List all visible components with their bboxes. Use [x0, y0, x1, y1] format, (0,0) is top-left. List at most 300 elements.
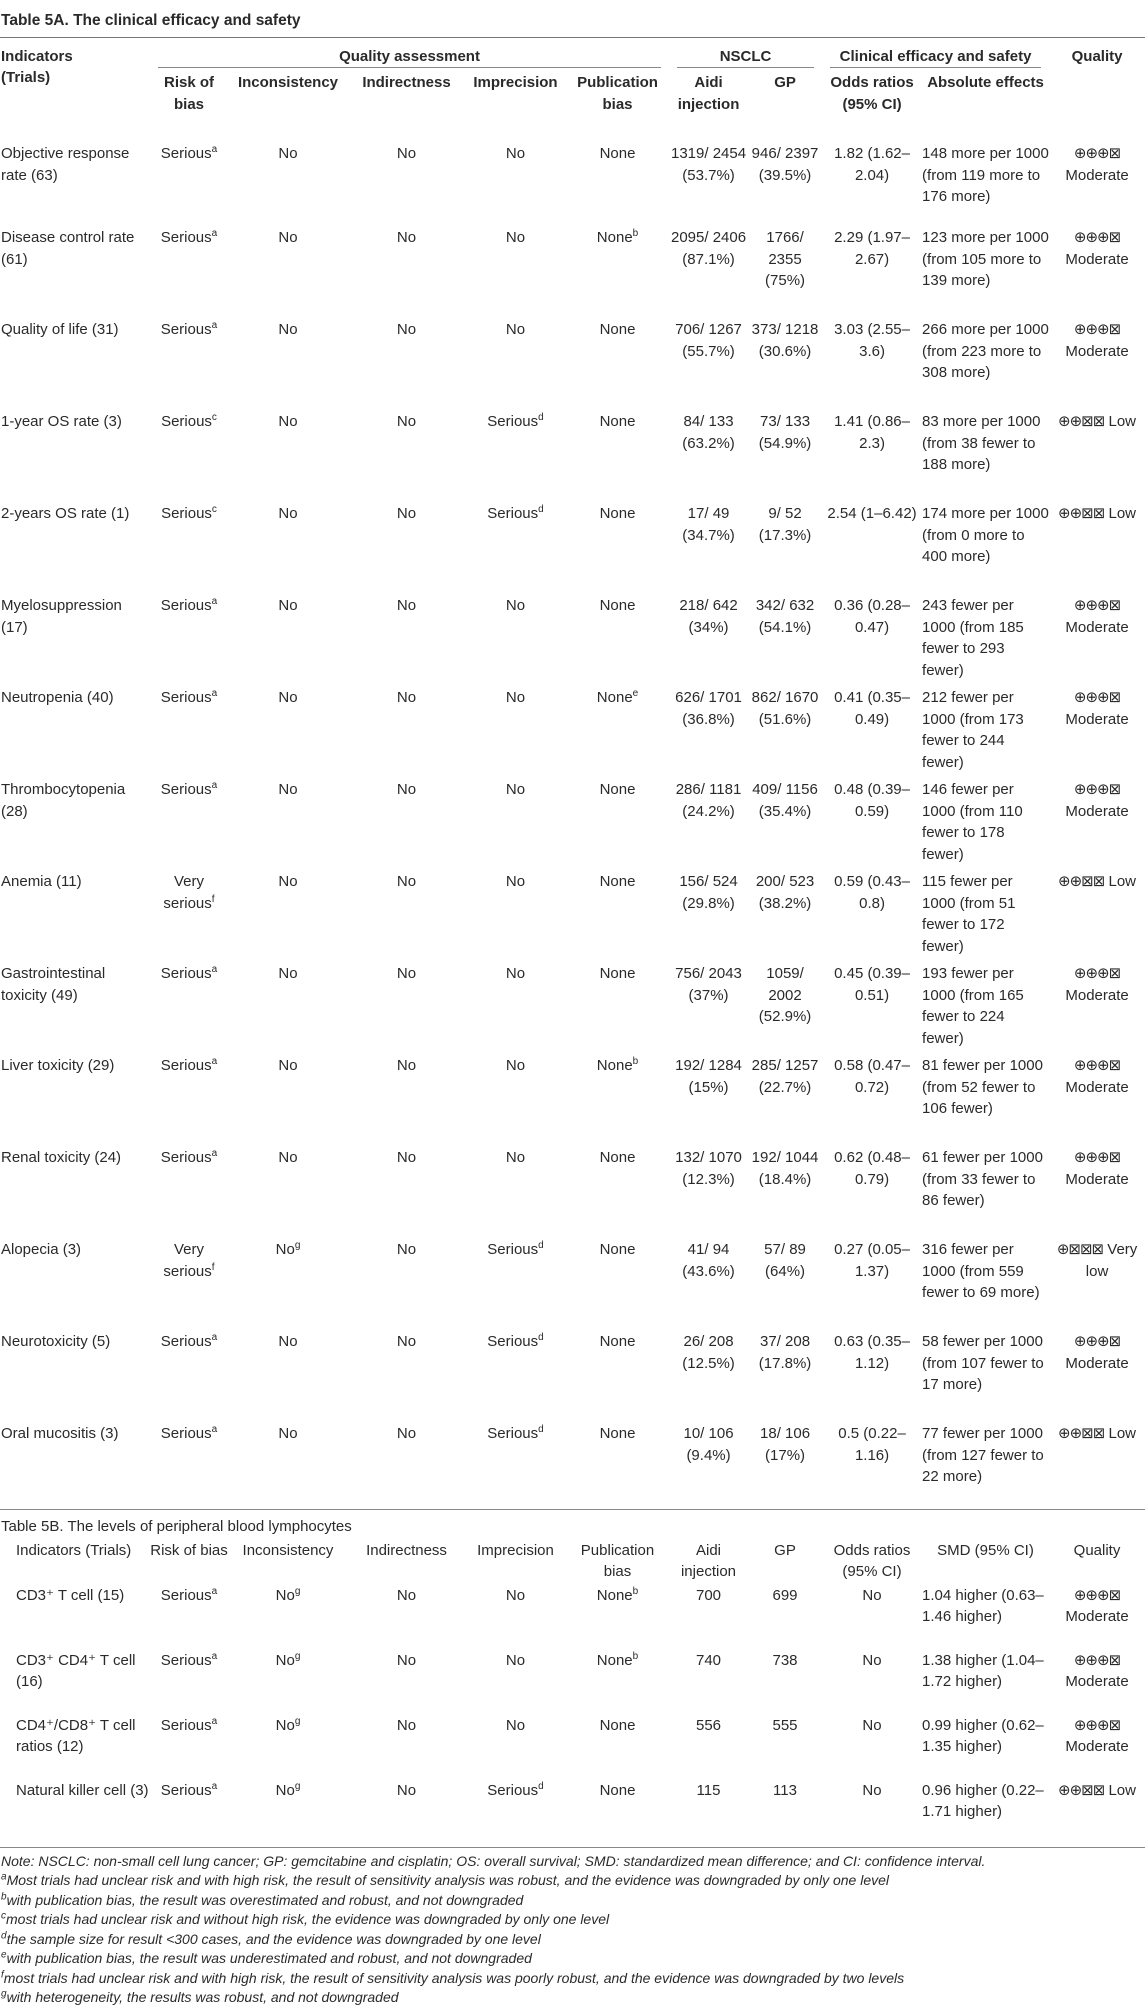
- quality-cell: [1049, 221, 1145, 313]
- inconsistency-cell: [228, 1417, 348, 1509]
- header-b-aidi-injection: Aidi injection: [680, 1541, 737, 1580]
- publication-bias-cell-footnote: b: [632, 1585, 639, 1597]
- gp-cell: 113: [773, 1781, 797, 1799]
- aidi-cell: 1319/ 2454 (53.7%): [670, 145, 747, 184]
- footnote-marker: g: [1, 1988, 7, 2000]
- absolute-effects-cell: 83 more per 1000 (from 38 fewer to 188 more): [922, 413, 1041, 473]
- publication-bias-cell: [566, 405, 669, 497]
- quality-cell: [1049, 405, 1145, 497]
- gp-cell: 699: [772, 1586, 798, 1604]
- inconsistency-cell-text: No: [278, 145, 298, 162]
- table-row: [0, 1049, 1145, 1141]
- aidi-cell: 218/ 642 (34%): [679, 597, 738, 636]
- odds-ratio-cell: No: [862, 1716, 882, 1734]
- risk-of-bias-cell: [150, 1650, 228, 1715]
- imprecision-cell-text: No: [505, 1149, 526, 1166]
- imprecision-cell-text: No: [505, 965, 526, 982]
- indicator-cell: Natural killer cell (3): [16, 1781, 149, 1799]
- imprecision-cell-text: Serious: [487, 1781, 539, 1799]
- risk-of-bias-cell-footnote: a: [211, 320, 218, 331]
- inconsistency-cell: [228, 1650, 348, 1715]
- imprecision-cell: [465, 313, 566, 405]
- publication-bias-cell-footnote: e: [632, 688, 639, 699]
- aidi-cell: 10/ 106 (9.4%): [683, 1425, 734, 1464]
- indicator-cell: 2-years OS rate (1): [1, 505, 130, 522]
- quality-label: Low: [1108, 873, 1137, 890]
- risk-of-bias-cell-text: Serious: [160, 1425, 212, 1442]
- risk-of-bias-cell-text: Serious: [160, 965, 212, 982]
- indirectness-cell: No: [396, 1716, 417, 1734]
- indirectness-cell: No: [396, 689, 417, 706]
- quality-label: Moderate: [1065, 802, 1129, 820]
- risk-of-bias-cell-footnote: a: [211, 1332, 218, 1343]
- quality-rating-icon: ⊕⊕⊕⊠: [1073, 689, 1121, 706]
- aidi-cell: 756/ 2043 (37%): [675, 965, 742, 1004]
- aidi-cell: 626/ 1701 (36.8%): [675, 689, 742, 728]
- header-quality: Quality: [1071, 47, 1123, 65]
- odds-ratio-cell: 2.54 (1–6.42): [827, 505, 917, 522]
- table-row: [0, 1417, 1145, 1509]
- quality-cell: [1049, 589, 1145, 681]
- publication-bias-cell: [566, 1650, 669, 1715]
- odds-ratio-cell: 0.41 (0.35–0.49): [834, 689, 910, 728]
- risk-of-bias-cell-text: Serious: [160, 1586, 212, 1604]
- risk-of-bias-cell-footnote: a: [211, 780, 218, 791]
- quality-cell: [1049, 1417, 1145, 1509]
- publication-bias-cell: [566, 773, 669, 865]
- imprecision-cell-text: No: [505, 1057, 526, 1074]
- header-indirectness: Indirectness: [362, 74, 451, 91]
- risk-of-bias-cell-text: Serious: [160, 1781, 212, 1799]
- quality-label: Low: [1108, 1781, 1136, 1799]
- inconsistency-cell: [228, 773, 348, 865]
- inconsistency-cell: [228, 681, 348, 773]
- indicator-cell: Alopecia (3): [1, 1241, 82, 1258]
- imprecision-cell: [465, 1233, 566, 1325]
- footnote-text: Note: NSCLC: non-small cell lung cancer; GP: gemcitabine and cisplatin; OS: overall survival; SMD: standardized mean difference; and CI: confidence interval.: [1, 1852, 986, 1869]
- table-row: [0, 405, 1145, 497]
- imprecision-cell: [465, 1049, 566, 1141]
- quality-label: Low: [1108, 505, 1137, 522]
- absolute-effects-cell: 58 fewer per 1000 (from 107 fewer to 17 more): [922, 1333, 1044, 1393]
- publication-bias-cell-text: None: [599, 597, 636, 614]
- absolute-effects-cell: 61 fewer per 1000 (from 33 fewer to 86 fewer): [922, 1149, 1043, 1209]
- imprecision-cell: [465, 957, 566, 1049]
- header-b-smd: SMD (95% CI): [937, 1541, 1034, 1559]
- table-5a-title: Table 5A. The clinical efficacy and safety: [0, 6, 1145, 38]
- risk-of-bias-cell: [150, 1715, 228, 1780]
- table-row: [0, 1780, 1145, 1845]
- table-notes: [0, 1847, 1145, 2008]
- imprecision-cell-text: Serious: [487, 1333, 539, 1350]
- table-row: [0, 589, 1145, 681]
- risk-of-bias-cell: [150, 1325, 228, 1417]
- publication-bias-cell-footnote: b: [632, 1056, 639, 1067]
- quality-cell: [1049, 1715, 1145, 1780]
- odds-ratio-cell: 0.62 (0.48–0.79): [834, 1149, 910, 1188]
- absolute-effects-cell: 316 fewer per 1000 (from 559 fewer to 69 more): [922, 1241, 1040, 1301]
- odds-ratio-cell: 1.41 (0.86–2.3): [834, 413, 910, 452]
- risk-of-bias-cell-footnote: a: [211, 688, 218, 699]
- quality-cell: [1049, 313, 1145, 405]
- aidi-cell: 26/ 208 (12.5%): [682, 1333, 735, 1372]
- inconsistency-cell-text: No: [278, 1333, 298, 1350]
- header-b-indicators: Indicators (Trials): [16, 1541, 132, 1559]
- imprecision-cell: [465, 1325, 566, 1417]
- quality-rating-icon: ⊕⊕⊕⊠: [1073, 321, 1121, 338]
- odds-ratio-cell: 1.82 (1.62–2.04): [834, 145, 910, 184]
- publication-bias-cell: [566, 865, 669, 957]
- odds-ratio-cell: 2.29 (1.97–2.67): [834, 229, 910, 268]
- inconsistency-cell: [228, 313, 348, 405]
- absolute-effects-cell: 146 fewer per 1000 (from 110 fewer to 178 fewer): [922, 781, 1023, 863]
- publication-bias-cell-text: None: [599, 1241, 636, 1258]
- risk-of-bias-cell: [150, 589, 228, 681]
- indicator-cell: Anemia (11): [1, 873, 82, 890]
- table-row: [0, 221, 1145, 313]
- imprecision-cell-text: No: [505, 321, 526, 338]
- gp-cell: 1766/ 2355 (75%): [765, 229, 806, 289]
- footnote-text: most trials had unclear risk and with high risk, the result of sensitivity analysis was poorly robust, and the evidence was downgraded by two levels: [3, 1969, 905, 1986]
- smd-cell: 0.99 higher (0.62–1.35 higher): [922, 1716, 1044, 1755]
- quality-rating-icon: ⊕⊕⊕⊠: [1073, 781, 1121, 798]
- risk-of-bias-cell-text: Serious: [160, 1716, 212, 1734]
- footnote: [1, 1871, 1145, 1891]
- gp-cell: 409/ 1156 (35.4%): [752, 781, 818, 820]
- imprecision-cell-text: Serious: [487, 1425, 539, 1442]
- indirectness-cell: No: [396, 965, 417, 982]
- header-gp: GP: [774, 74, 796, 91]
- publication-bias-cell: [566, 681, 669, 773]
- table-5a: [0, 38, 1145, 1510]
- aidi-cell: 84/ 133 (63.2%): [682, 413, 735, 452]
- inconsistency-cell-footnote: g: [294, 1780, 301, 1792]
- risk-of-bias-cell-footnote: a: [211, 1780, 218, 1792]
- indirectness-cell: No: [396, 781, 417, 798]
- gp-cell: 73/ 133 (54.9%): [758, 413, 812, 452]
- risk-of-bias-cell: [150, 405, 228, 497]
- indirectness-cell: No: [396, 1781, 417, 1799]
- imprecision-cell-text: No: [505, 1586, 526, 1604]
- publication-bias-cell-text: None: [599, 321, 636, 338]
- aidi-cell: 286/ 1181 (24.2%): [675, 781, 742, 820]
- table-5b-title: Table 5B. The levels of peripheral blood lymphocytes: [0, 1509, 1145, 1540]
- risk-of-bias-cell: [150, 221, 228, 313]
- risk-of-bias-cell: [150, 313, 228, 405]
- quality-label: Moderate: [1065, 1738, 1129, 1755]
- absolute-effects-cell: 148 more per 1000 (from 119 more to 176 more): [922, 145, 1049, 205]
- inconsistency-cell-text: No: [275, 1586, 295, 1604]
- inconsistency-cell-text: No: [278, 965, 298, 982]
- publication-bias-cell: [566, 221, 669, 313]
- footnote: [1, 1891, 1145, 1911]
- footnote-marker: c: [1, 1910, 6, 1922]
- imprecision-cell-footnote: d: [538, 1780, 544, 1792]
- imprecision-cell: [465, 681, 566, 773]
- footnote-marker: e: [1, 1949, 7, 1961]
- quality-label: Moderate: [1065, 986, 1129, 1004]
- odds-ratio-cell: 3.03 (2.55–3.6): [834, 321, 910, 360]
- quality-label: Moderate: [1065, 342, 1129, 360]
- indirectness-cell: No: [396, 1586, 417, 1604]
- table-row: [0, 497, 1145, 589]
- header-odds-ratios: Odds ratios (95% CI): [830, 74, 914, 113]
- aidi-cell: 700: [695, 1586, 722, 1604]
- imprecision-cell-footnote: d: [538, 1240, 544, 1251]
- imprecision-cell-text: No: [505, 873, 526, 890]
- risk-of-bias-cell-footnote: a: [211, 1148, 218, 1159]
- inconsistency-cell-footnote: g: [294, 1650, 301, 1662]
- risk-of-bias-cell: [150, 497, 228, 589]
- gp-cell: 200/ 523 (38.2%): [755, 873, 815, 912]
- indirectness-cell: No: [396, 873, 417, 890]
- absolute-effects-cell: 243 fewer per 1000 (from 185 fewer to 293 fewer): [922, 597, 1024, 679]
- aidi-cell: 156/ 524 (29.8%): [679, 873, 738, 912]
- quality-label: Moderate: [1065, 1608, 1129, 1625]
- table-row: [0, 681, 1145, 773]
- publication-bias-cell: [566, 1049, 669, 1141]
- inconsistency-cell: [228, 865, 348, 957]
- inconsistency-cell: [228, 1049, 348, 1141]
- quality-rating-icon: ⊕⊕⊠⊠: [1058, 413, 1105, 430]
- header-indicators: Indicators (Trials): [1, 47, 73, 86]
- inconsistency-cell-footnote: g: [294, 1585, 301, 1597]
- quality-rating-icon: ⊕⊕⊕⊠: [1073, 1716, 1121, 1734]
- imprecision-cell: [465, 221, 566, 313]
- inconsistency-cell-text: No: [275, 1651, 295, 1669]
- footnote: [1, 1910, 1145, 1930]
- absolute-effects-cell: 77 fewer per 1000 (from 127 fewer to 22 more): [922, 1425, 1044, 1485]
- header-b-risk-of-bias: Risk of bias: [150, 1541, 228, 1559]
- publication-bias-cell-text: None: [596, 1057, 633, 1074]
- indirectness-cell: No: [396, 413, 417, 430]
- publication-bias-cell-text: None: [596, 229, 633, 246]
- quality-cell: [1049, 773, 1145, 865]
- table-row: [0, 865, 1145, 957]
- risk-of-bias-cell-footnote: f: [211, 893, 215, 905]
- publication-bias-cell-text: None: [599, 1716, 636, 1734]
- imprecision-cell-text: No: [505, 1651, 526, 1669]
- risk-of-bias-cell-text: Serious: [160, 145, 212, 162]
- gp-cell: 18/ 106 (17%): [760, 1425, 811, 1464]
- absolute-effects-cell: 174 more per 1000 (from 0 more to 400 more): [922, 505, 1049, 565]
- quality-cell: [1049, 681, 1145, 773]
- indicator-cell: Myelosuppression (17): [1, 597, 122, 636]
- quality-rating-icon: ⊕⊕⊕⊠: [1073, 597, 1121, 614]
- footnote: [1, 1949, 1145, 1969]
- indicator-cell: Neurotoxicity (5): [1, 1333, 111, 1350]
- footnote-text: Most trials had unclear risk and with high risk, the result of sensitivity analysis was robust, and the evidence was downgraded by only one level: [6, 1872, 890, 1888]
- risk-of-bias-cell: [150, 1585, 228, 1650]
- header-b-gp: GP: [774, 1541, 796, 1559]
- gp-cell: 37/ 208 (17.8%): [758, 1333, 812, 1372]
- risk-of-bias-cell-text: Serious: [161, 505, 212, 522]
- publication-bias-cell: [566, 589, 669, 681]
- imprecision-cell-text: Serious: [487, 1241, 539, 1258]
- indicator-cell: CD3⁺ CD4⁺ T cell (16): [16, 1651, 136, 1690]
- indicator-cell: Renal toxicity (24): [1, 1149, 122, 1166]
- publication-bias-cell: [566, 1780, 669, 1845]
- risk-of-bias-cell-text: Serious: [161, 413, 212, 430]
- indicator-cell: Oral mucositis (3): [1, 1425, 119, 1442]
- quality-label: Moderate: [1065, 166, 1129, 184]
- inconsistency-cell: [228, 129, 348, 221]
- imprecision-cell: [465, 589, 566, 681]
- imprecision-cell: [465, 865, 566, 957]
- quality-rating-icon: ⊕⊕⊕⊠: [1073, 1651, 1121, 1669]
- inconsistency-cell-text: No: [278, 1425, 298, 1442]
- quality-cell: [1049, 497, 1145, 589]
- indicator-cell: Objective response rate (63): [1, 145, 130, 184]
- risk-of-bias-cell-footnote: a: [211, 1715, 218, 1727]
- inconsistency-cell: [228, 1233, 348, 1325]
- absolute-effects-cell: 266 more per 1000 (from 223 more to 308 more): [922, 321, 1049, 381]
- quality-rating-icon: ⊕⊕⊕⊠: [1073, 965, 1121, 982]
- absolute-effects-cell: 212 fewer per 1000 (from 173 fewer to 244 fewer): [922, 689, 1024, 771]
- aidi-cell: 132/ 1070 (12.3%): [675, 1149, 742, 1188]
- risk-of-bias-cell: [150, 1417, 228, 1509]
- risk-of-bias-cell-footnote: a: [211, 1056, 218, 1067]
- odds-ratio-cell: 0.5 (0.22–1.16): [838, 1425, 906, 1464]
- indicator-cell: CD3⁺ T cell (15): [16, 1586, 125, 1604]
- inconsistency-cell-footnote: g: [294, 1715, 301, 1727]
- quality-label: Moderate: [1065, 710, 1129, 728]
- table-row: [0, 1141, 1145, 1233]
- header-inconsistency: Inconsistency: [237, 74, 339, 91]
- absolute-effects-cell: 81 fewer per 1000 (from 52 fewer to 106 fewer): [922, 1057, 1043, 1117]
- inconsistency-cell-text: No: [278, 1057, 298, 1074]
- table-row: [0, 1585, 1145, 1650]
- inconsistency-cell: [228, 1780, 348, 1845]
- absolute-effects-cell: 193 fewer per 1000 (from 165 fewer to 224 fewer): [922, 965, 1024, 1047]
- inconsistency-cell: [228, 1141, 348, 1233]
- inconsistency-cell-text: No: [278, 321, 298, 338]
- odds-ratio-cell: 0.48 (0.39–0.59): [834, 781, 910, 820]
- odds-ratio-cell: 0.59 (0.43–0.8): [834, 873, 910, 912]
- imprecision-cell: [465, 773, 566, 865]
- header-nsclc: NSCLC: [677, 46, 814, 69]
- publication-bias-cell: [566, 497, 669, 589]
- quality-label: Very low: [1085, 1241, 1138, 1280]
- imprecision-cell-text: No: [505, 597, 526, 614]
- quality-label: Moderate: [1065, 1170, 1129, 1188]
- footnote-text: most trials had unclear risk and without high risk, the evidence was downgraded by only one level: [6, 1911, 610, 1927]
- aidi-cell: 2095/ 2406 (87.1%): [670, 229, 747, 268]
- risk-of-bias-cell: [150, 1233, 228, 1325]
- table-row: [0, 1233, 1145, 1325]
- aidi-cell: 17/ 49 (34.7%): [682, 505, 735, 544]
- risk-of-bias-cell: [150, 129, 228, 221]
- inconsistency-cell-text: No: [278, 873, 298, 890]
- quality-rating-icon: ⊕⊕⊕⊠: [1073, 1586, 1121, 1604]
- risk-of-bias-cell-footnote: f: [211, 1261, 215, 1273]
- publication-bias-cell: [566, 957, 669, 1049]
- quality-cell: [1049, 1233, 1145, 1325]
- footnote: [1, 1930, 1145, 1950]
- publication-bias-cell-text: None: [599, 781, 636, 798]
- quality-rating-icon: ⊕⊕⊕⊠: [1073, 1149, 1121, 1166]
- imprecision-cell-text: No: [505, 689, 526, 706]
- publication-bias-cell-text: None: [599, 1425, 636, 1442]
- quality-cell: [1049, 1325, 1145, 1417]
- odds-ratio-cell: 0.36 (0.28–0.47): [834, 597, 910, 636]
- indirectness-cell: No: [396, 1425, 417, 1442]
- indirectness-cell: No: [396, 1651, 417, 1669]
- table-row: [0, 1325, 1145, 1417]
- risk-of-bias-cell: [150, 1141, 228, 1233]
- footnote-text: the sample size for result <300 cases, and the evidence was downgraded by one level: [6, 1930, 541, 1947]
- quality-label: Moderate: [1065, 1673, 1129, 1690]
- aidi-cell: 740: [695, 1651, 722, 1669]
- quality-label: Moderate: [1065, 1078, 1129, 1096]
- table-row: [0, 957, 1145, 1049]
- smd-cell: 0.96 higher (0.22–1.71 higher): [922, 1781, 1044, 1820]
- gp-cell: 373/ 1218 (30.6%): [751, 321, 819, 360]
- publication-bias-cell: [566, 1715, 669, 1780]
- risk-of-bias-cell-text: Serious: [160, 1651, 212, 1669]
- risk-of-bias-cell: [150, 1780, 228, 1845]
- publication-bias-cell-text: None: [599, 1333, 636, 1350]
- gp-cell: 738: [772, 1651, 798, 1669]
- quality-rating-icon: ⊕⊕⊠⊠: [1058, 873, 1105, 890]
- indicator-cell: CD4⁺/CD8⁺ T cell ratios (12): [16, 1716, 136, 1755]
- gp-cell: 285/ 1257 (22.7%): [751, 1057, 819, 1096]
- header-b-odds-ratios: Odds ratios (95% CI): [833, 1541, 911, 1580]
- risk-of-bias-cell-footnote: a: [211, 1585, 218, 1597]
- risk-of-bias-cell-text: Very serious: [163, 873, 212, 912]
- inconsistency-cell-text: No: [278, 1149, 298, 1166]
- footnote: [1, 1852, 1145, 1872]
- publication-bias-cell-text: None: [599, 505, 636, 522]
- quality-cell: [1049, 1780, 1145, 1845]
- inconsistency-cell-text: No: [275, 1716, 295, 1734]
- header-imprecision: Imprecision: [473, 74, 558, 91]
- risk-of-bias-cell-text: Very serious: [163, 1241, 212, 1280]
- indirectness-cell: No: [396, 597, 417, 614]
- odds-ratio-cell: 0.27 (0.05–1.37): [834, 1241, 910, 1280]
- inconsistency-cell: [228, 1715, 348, 1780]
- gp-cell: 1059/ 2002 (52.9%): [758, 965, 812, 1025]
- publication-bias-cell-text: None: [599, 1781, 636, 1799]
- table-row: [0, 1650, 1145, 1715]
- gp-cell: 9/ 52 (17.3%): [758, 505, 812, 544]
- quality-cell: [1049, 129, 1145, 221]
- quality-rating-icon: ⊕⊠⊠⊠: [1056, 1241, 1104, 1258]
- quality-label: Moderate: [1065, 250, 1129, 268]
- header-b-inconsistency: Inconsistency: [242, 1541, 334, 1559]
- quality-cell: [1049, 1141, 1145, 1233]
- risk-of-bias-cell: [150, 957, 228, 1049]
- footnote: [1, 1988, 1145, 2008]
- imprecision-cell-text: Serious: [487, 413, 539, 430]
- imprecision-cell: [465, 1141, 566, 1233]
- inconsistency-cell-footnote: g: [294, 1240, 301, 1251]
- footnote: [1, 1969, 1145, 1989]
- publication-bias-cell: [566, 129, 669, 221]
- quality-rating-icon: ⊕⊕⊕⊠: [1073, 145, 1121, 162]
- quality-rating-icon: ⊕⊕⊕⊠: [1073, 229, 1121, 246]
- gp-cell: 555: [772, 1716, 798, 1734]
- smd-cell: 1.04 higher (0.63–1.46 higher): [922, 1586, 1044, 1625]
- aidi-cell: 115: [696, 1781, 721, 1799]
- risk-of-bias-cell: [150, 1049, 228, 1141]
- inconsistency-cell: [228, 1585, 348, 1650]
- imprecision-cell-text: No: [505, 781, 526, 798]
- quality-label: Low: [1108, 1425, 1137, 1442]
- inconsistency-cell: [228, 1325, 348, 1417]
- inconsistency-cell-text: No: [278, 781, 298, 798]
- indirectness-cell: No: [396, 505, 417, 522]
